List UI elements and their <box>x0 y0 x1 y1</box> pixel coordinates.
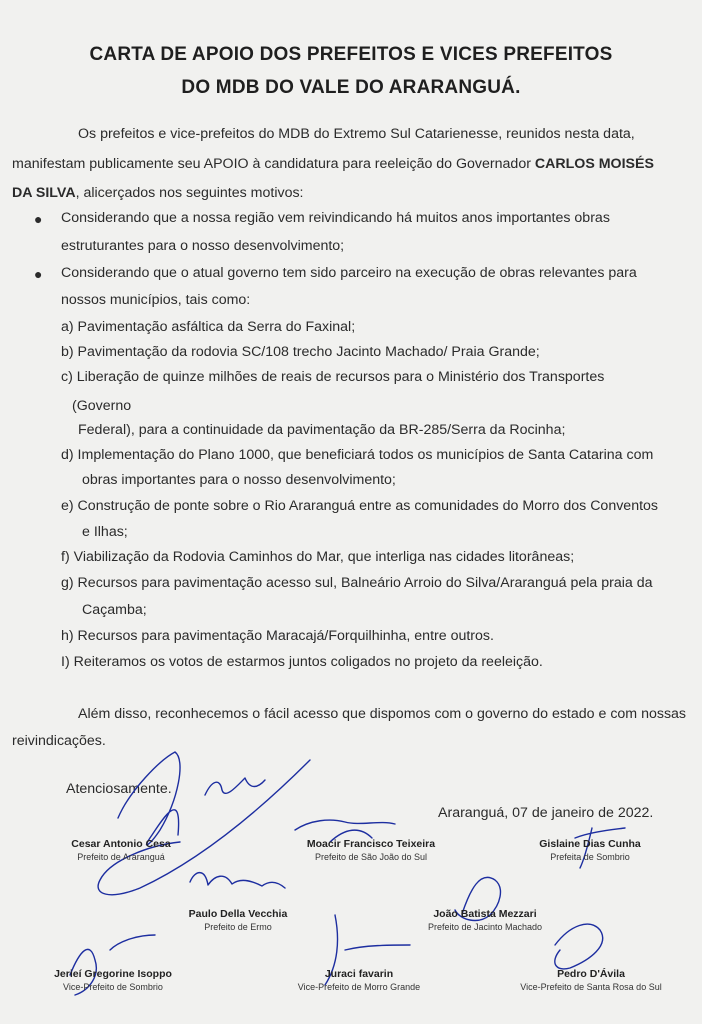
greeting: Atenciosamente. <box>66 781 172 797</box>
candidate-name-part2: DA SILVA <box>12 185 76 201</box>
signatory-role: Prefeito de São João do Sul <box>314 852 428 862</box>
signatory-role: Prefeito de Ermo <box>204 922 272 932</box>
item-d-line2: obras importantes para o nosso desenvolvimento; <box>82 472 396 488</box>
signature-block <box>180 908 296 932</box>
letter-title-line2: DO MDB DO VALE DO ARARANGUÁ. <box>181 77 521 98</box>
signatory-name: Gislaine Dias Cunha <box>539 838 641 850</box>
item-f: f) Viabilização da Rodovia Caminhos do Mar, que interliga nas cidades litorâneas; <box>61 549 575 565</box>
closing-line1: Além disso, reconhecemos o fácil acesso que dispomos com o governo do estado e com nossas <box>78 706 687 722</box>
signature-block <box>420 908 550 932</box>
bullet-icon: ● <box>34 211 43 227</box>
signature-block <box>48 968 178 992</box>
bullet-1-line2: estruturantes para o nosso desenvolvimento; <box>61 238 345 254</box>
signatory-name: Jerieí Gregorine Isoppo <box>54 968 172 980</box>
item-i: I) Reiteramos os votos de estarmos juntos coligados no projeto da reeleição. <box>61 654 543 670</box>
signatory-name: Paulo Della Vecchia <box>188 908 288 920</box>
date-line: Araranguá, 07 de janeiro de 2022. <box>438 805 654 821</box>
intro-line2 <box>12 154 654 174</box>
intro-line3-text: , alicerçados nos seguintes motivos: <box>75 185 304 201</box>
candidate-name-part1: CARLOS MOISÉS <box>534 156 654 172</box>
signatory-role: Prefeito de Jacinto Machado <box>427 922 543 932</box>
signatory-role: Vice-Prefeito de Santa Rosa do Sul <box>520 982 662 992</box>
signature-block <box>296 838 446 862</box>
signatory-name: Moacir Francisco Teixeira <box>306 838 436 850</box>
item-c-line2: (Governo <box>72 398 132 414</box>
signatory-role: Vice-Prefeito de Sombrio <box>63 982 163 992</box>
item-b: b) Pavimentação da rodovia SC/108 trecho Jacinto Machado/ Praia Grande; <box>61 344 540 360</box>
bullet-icon: ● <box>34 266 43 282</box>
signature-block <box>294 968 424 992</box>
intro-line3 <box>12 183 304 203</box>
closing-line2: reivindicações. <box>12 733 106 749</box>
item-g-line2: Caçamba; <box>82 602 147 618</box>
item-e-line1: e) Construção de ponte sobre o Rio Araranguá entre as comunidades do Morro dos Conventos <box>61 498 659 514</box>
signatory-role: Vice-Prefeito de Morro Grande <box>297 982 421 992</box>
item-c-line1: c) Liberação de quinze milhões de reais de recursos para o Ministério dos Transportes <box>61 369 605 385</box>
intro-line1: Os prefeitos e vice-prefeitos do MDB do Extremo Sul Catarienesse, reunidos nesta data, <box>78 126 635 142</box>
signature-block <box>506 968 676 992</box>
item-e-line2: e Ilhas; <box>82 524 128 540</box>
bullet-2-line2: nossos municípios, tais como: <box>61 292 251 308</box>
item-h: h) Recursos para pavimentação Maracajá/Forquilhinha, entre outros. <box>61 628 494 644</box>
signatory-role: Prefeito de Araranguá <box>77 852 165 862</box>
signature-block <box>530 838 650 862</box>
item-g-line1: g) Recursos para pavimentação acesso sul, Balneário Arroio do Silva/Araranguá pela praia da <box>61 575 653 591</box>
signatory-name: João Batista Mezzari <box>433 908 537 920</box>
signatory-name: Pedro D'Ávila <box>557 968 625 980</box>
item-a: a) Pavimentação asfáltica da Serra do Faxinal; <box>61 319 356 335</box>
bullet-2-line1: Considerando que o atual governo tem sido parceiro na execução de obras relevantes para <box>61 265 637 281</box>
signatory-name: Juraci favarin <box>324 968 394 980</box>
item-d-line1: d) Implementação do Plano 1000, que beneficiará todos os municípios de Santa Catarina com <box>61 447 654 463</box>
bullet-1-line1: Considerando que a nossa região vem reivindicando há muitos anos importantes obras <box>61 210 610 226</box>
signature-block <box>66 838 176 862</box>
signatory-name: Cesar Antonio Cesa <box>71 838 171 850</box>
item-c-line3: Federal), para a continuidade da pavimentação da BR-285/Serra da Rocinha; <box>78 422 566 438</box>
signatory-role: Prefeita de Sombrio <box>550 852 630 862</box>
letter-title-line1: CARTA DE APOIO DOS PREFEITOS E VICES PREFEITOS <box>89 44 613 65</box>
intro-line2-text: manifestam publicamente seu APOIO à candidatura para reeleição do Governador <box>12 156 535 172</box>
